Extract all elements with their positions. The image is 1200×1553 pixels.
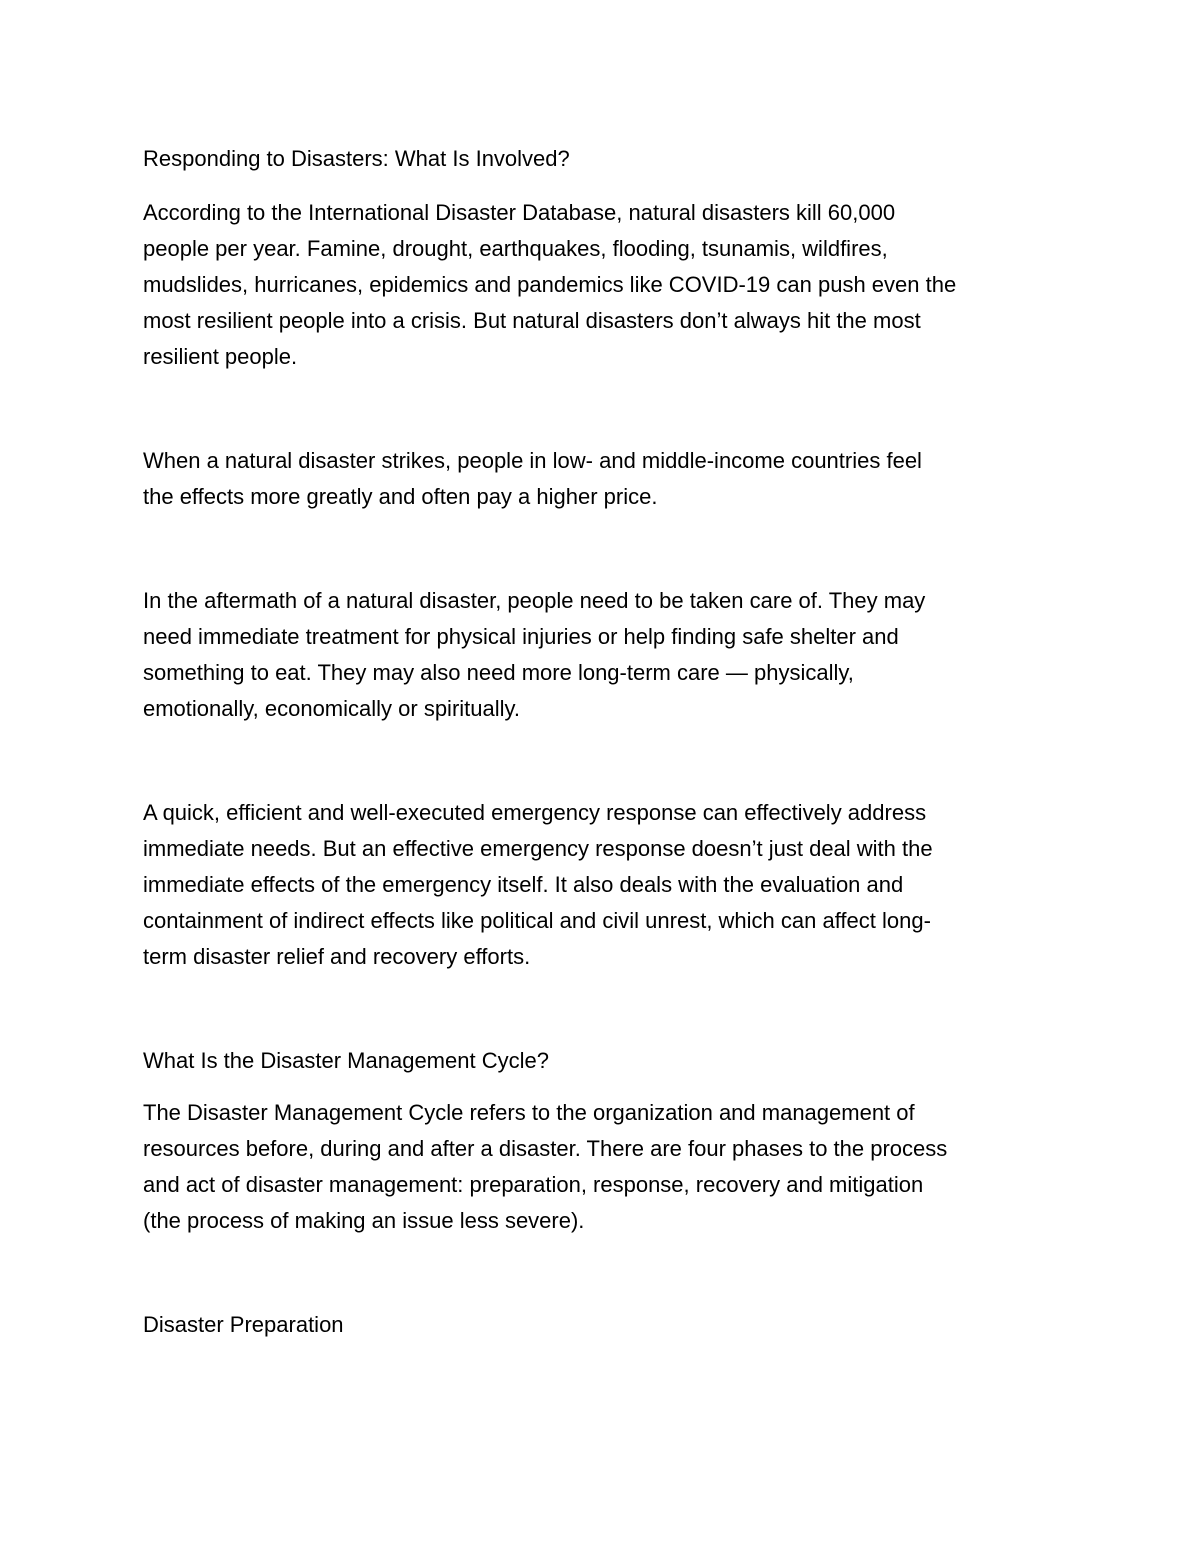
paragraph-line: (the process of making an issue less severe).: [143, 1208, 585, 1233]
paragraph-line: resilient people.: [143, 344, 298, 369]
paragraph-line: In the aftermath of a natural disaster, people need to be taken care of. They may: [143, 588, 926, 613]
paragraph-line: containment of indirect effects like political and civil unrest, which can affect long-: [143, 908, 931, 933]
paragraph-line: most resilient people into a crisis. But natural disasters don’t always hit the most: [143, 308, 921, 333]
paragraph-line: According to the International Disaster Database, natural disasters kill 60,000: [143, 200, 896, 225]
paragraph-line: mudslides, hurricanes, epidemics and pandemics like COVID-19 can push even the: [143, 272, 957, 297]
heading-responding-to-disasters: Responding to Disasters: What Is Involved?: [143, 146, 570, 171]
paragraph-line: and act of disaster management: preparation, response, recovery and mitigation: [143, 1172, 924, 1197]
paragraph-line: immediate needs. But an effective emergency response doesn’t just deal with the: [143, 836, 933, 861]
paragraph-line: A quick, efficient and well-executed emergency response can effectively address: [143, 800, 927, 825]
paragraph-line: When a natural disaster strikes, people in low- and middle-income countries feel: [143, 448, 922, 473]
paragraph-line: something to eat. They may also need more long-term care — physically,: [143, 660, 854, 685]
paragraph-line: the effects more greatly and often pay a higher price.: [143, 484, 658, 509]
paragraph-line: The Disaster Management Cycle refers to the organization and management of: [143, 1100, 915, 1125]
paragraph-line: immediate effects of the emergency itself. It also deals with the evaluation and: [143, 872, 904, 897]
heading-disaster-management-cycle: What Is the Disaster Management Cycle?: [143, 1048, 549, 1073]
paragraph-line: need immediate treatment for physical injuries or help finding safe shelter and: [143, 624, 899, 649]
paragraph-line: term disaster relief and recovery efforts.: [143, 944, 531, 969]
paragraph-line: people per year. Famine, drought, earthquakes, flooding, tsunamis, wildfires,: [143, 236, 888, 261]
paragraph-line: emotionally, economically or spiritually.: [143, 696, 520, 721]
paragraph-line: resources before, during and after a disaster. There are four phases to the process: [143, 1136, 948, 1161]
heading-disaster-preparation: Disaster Preparation: [143, 1312, 344, 1337]
